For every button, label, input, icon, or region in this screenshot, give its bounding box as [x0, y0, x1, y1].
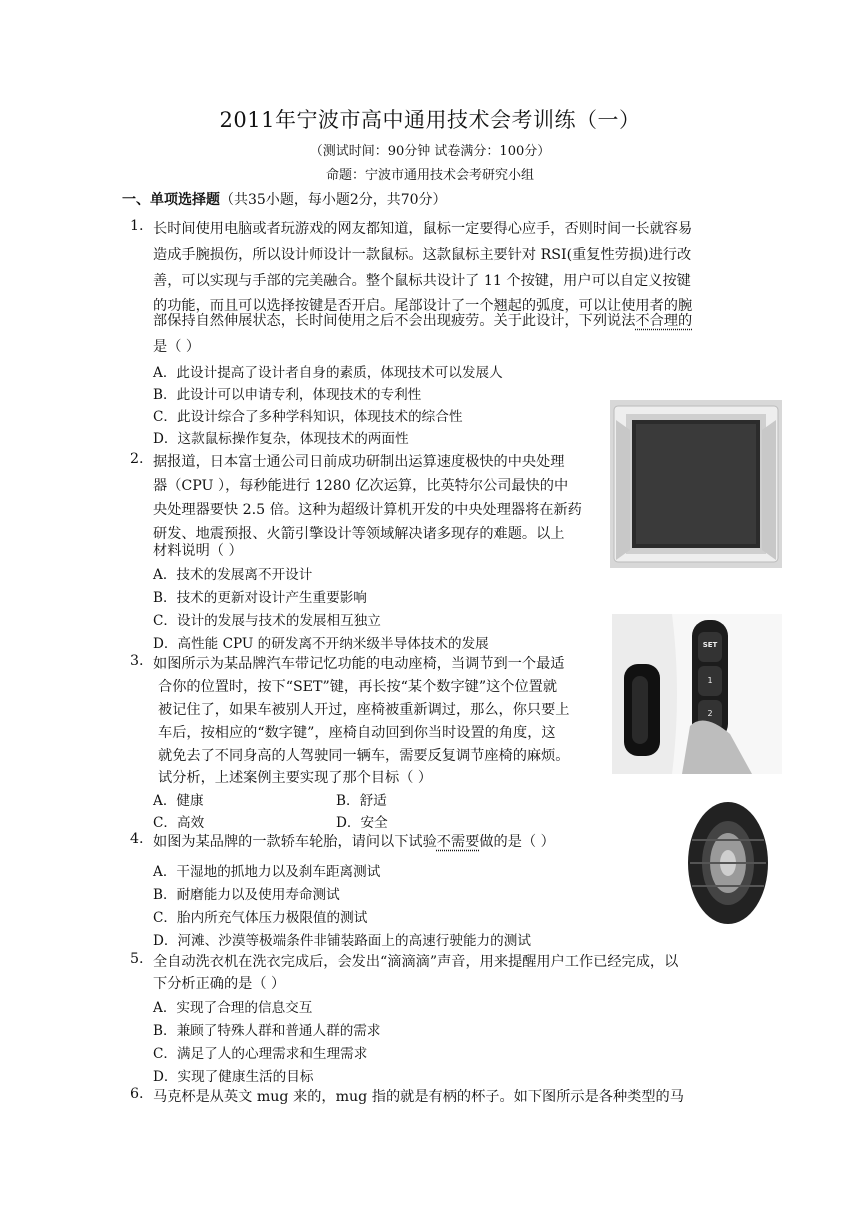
q3-option-a: A．健康 [153, 793, 204, 809]
q4-option-d: D．河滩、沙漠等极端条件非铺装路面上的高速行驶能力的测试 [153, 933, 531, 949]
q5-option-c: C．满足了人的心理需求和生理需求 [153, 1046, 368, 1062]
q3-line-6: 试分析，上述案例主要实现了那个目标（ ） [158, 770, 433, 786]
q1-line-4: 的功能，而且可以选择按键是否开启。尾部设计了一个翘起的弧度，可以让使用者的腕 [153, 298, 693, 314]
q1-line-1: 长时间使用电脑或者玩游戏的网友都知道，鼠标一定要得心应手，否则时间一长就容易 [153, 221, 693, 237]
q4-option-c: C．胎内所充气体压力极限值的测试 [153, 910, 368, 926]
section-title: 一、单项选择题 [122, 192, 220, 208]
tire-image [686, 800, 770, 926]
q5-option-b: B．兼顾了特殊人群和普通人群的需求 [153, 1023, 381, 1039]
q2-line-4: 研发、地震预报、火箭引擎设计等领域解决诸多现存的难题。以上 [153, 526, 565, 542]
q1-line-5 [153, 310, 692, 330]
q2-option-a: A．技术的发展离不开设计 [153, 567, 313, 583]
q3-line-2: 合你的位置时，按下“SET”键，再长按“某个数字键”这个位置就 [158, 679, 558, 695]
question-number-1: 1. [130, 218, 144, 234]
q2-option-d: D．高性能 CPU 的研发离不开纳米级半导体技术的发展 [153, 636, 489, 652]
seat-key-2-label: 2 [707, 709, 713, 718]
q3-line-3: 被记住了，如果车被别人开过，座椅被重新调过，那么，你只要上 [158, 702, 570, 718]
q1-option-c: C．此设计综合了多种学科知识，体现技术的综合性 [153, 409, 463, 425]
cpu-chip-graphic [610, 400, 782, 568]
q4-line-1 [153, 831, 555, 851]
q2-option-c: C．设计的发展与技术的发展相互独立 [153, 613, 381, 629]
q5-option-a: A．实现了合理的信息交互 [153, 1000, 313, 1016]
q5-line-1: 全自动洗衣机在洗衣完成后，会发出“滴滴滴”声音，用来提醒用户工作已经完成，以 [153, 954, 679, 970]
seat-memory-graphic [612, 614, 782, 774]
q3-option-c: C．高效 [153, 815, 205, 831]
q4-emphasis: 不需要 [436, 834, 480, 850]
exam-subtitle: （测试时间：90分钟 试卷满分：100分） [309, 144, 551, 159]
tire-graphic [686, 800, 770, 926]
exam-author: 命题：宁波市通用技术会考研究小组 [325, 168, 534, 183]
cpu-chip-image [610, 400, 782, 568]
q1-line-3: 善，可以实现与手部的完美融合。整个鼠标共设计了 11 个按键，用户可以自定义按键 [153, 273, 691, 289]
question-number-3: 3. [130, 653, 144, 669]
q3-option-d: D．安全 [336, 815, 388, 831]
seat-memory-buttons-image [612, 614, 782, 774]
q5-option-d: D．实现了健康生活的目标 [153, 1069, 314, 1085]
q4-option-a: A．干湿地的抓地力以及刹车距离测试 [153, 864, 381, 880]
q1-emphasis: 不合理的 [635, 313, 693, 329]
q2-line-1: 据报道，日本富士通公司日前成功研制出运算速度极快的中央处理 [153, 454, 565, 470]
q5-line-2: 下分析正确的是（ ） [153, 976, 286, 992]
question-number-2: 2. [130, 451, 144, 467]
q1-option-b: B．此设计可以申请专利，体现技术的专利性 [153, 387, 422, 403]
q4-text-pre: 如图为某品牌的一款轿车轮胎，请问以下试验 [153, 834, 437, 850]
q2-option-b: B．技术的更新对设计产生重要影响 [153, 590, 367, 606]
q4-text-post: 做的是（ ） [479, 834, 555, 850]
question-number-6: 6. [130, 1086, 144, 1102]
section-note: （共35小题，每小题2分，共70分） [220, 192, 447, 208]
q1-option-a: A．此设计提高了设计者自身的素质，体现技术可以发展人 [153, 365, 503, 381]
q1-option-d: D．这款鼠标操作复杂，体现技术的两面性 [153, 431, 409, 447]
q2-line-2: 器（CPU ），每秒能进行 1280 亿次运算，比英特尔公司最快的中 [153, 478, 569, 494]
q3-line-5: 就免去了不同身高的人驾驶同一辆车，需要反复调节座椅的麻烦。 [158, 748, 570, 764]
q1-line-2: 造成手腕损伤，所以设计师设计一款鼠标。这款鼠标主要针对 RSI(重复性劳损)进行改 [153, 247, 692, 263]
question-number-4: 4. [130, 831, 144, 847]
q1-line-5-text: 部保持自然伸展状态，长时间使用之后不会出现疲劳。关于此设计，下列说法 [153, 313, 636, 329]
q6-line-1: 马克杯是从英文 mug 来的，mug 指的就是有柄的杯子。如下图所示是各种类型的马 [153, 1089, 684, 1105]
q2-line-5: 材料说明（ ） [153, 543, 243, 559]
q2-line-3: 央处理器要快 2.5 倍。这种为超级计算机开发的中央处理器将在新药 [153, 502, 582, 518]
seat-set-key-label: SET [702, 641, 718, 649]
q3-option-b: B．舒适 [336, 793, 387, 809]
section-heading [122, 189, 447, 209]
q3-line-1: 如图所示为某品牌汽车带记忆功能的电动座椅，当调节到一个最适 [153, 656, 565, 672]
exam-title: 2011年宁波市高中通用技术会考训练（一） [219, 108, 641, 132]
q1-line-6: 是（ ） [153, 339, 201, 355]
q4-option-b: B．耐磨能力以及使用寿命测试 [153, 887, 340, 903]
q3-line-4: 车后，按相应的“数字键”，座椅自动回到你当时设置的角度，这 [158, 725, 556, 741]
question-number-5: 5. [130, 951, 144, 967]
seat-key-1-label: 1 [707, 676, 713, 685]
